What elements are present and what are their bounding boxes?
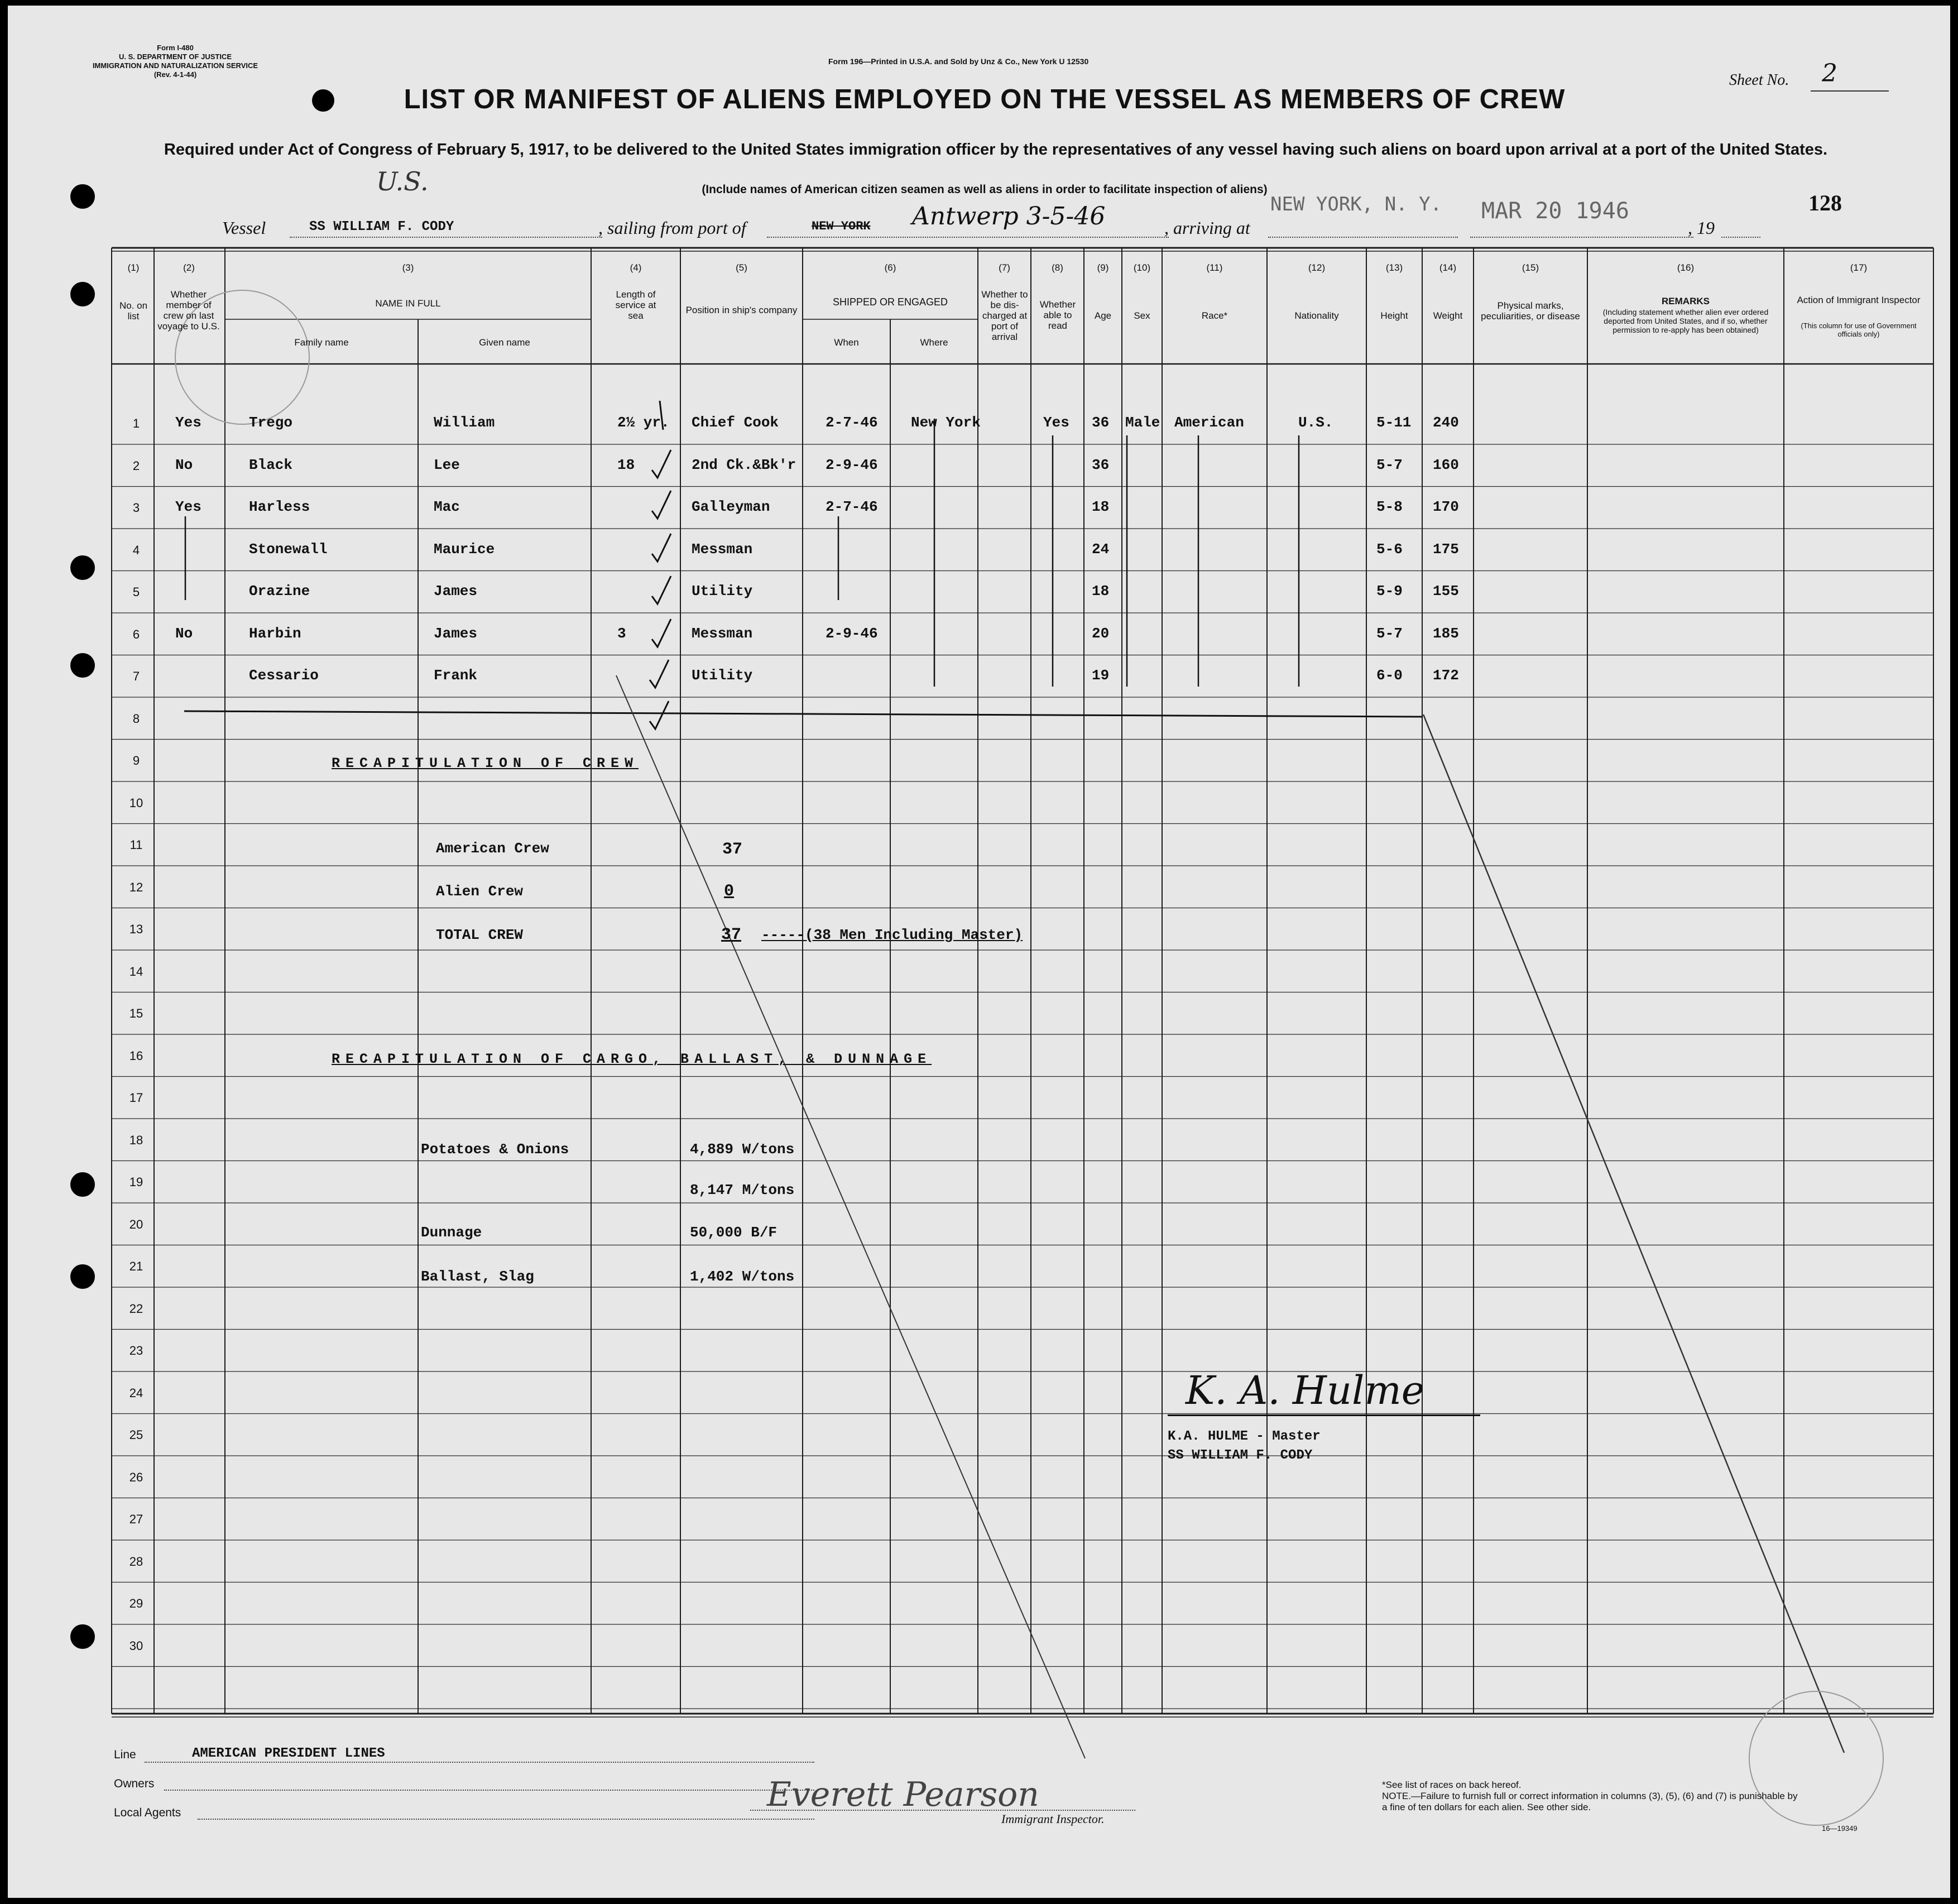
cell-age: 36 bbox=[1092, 456, 1110, 473]
cargo-value: 50,000 B/F bbox=[690, 1224, 778, 1241]
cell-age: 19 bbox=[1092, 667, 1110, 684]
cell-read: Yes bbox=[1043, 414, 1069, 431]
line-underline bbox=[145, 1762, 814, 1763]
row-number: 28 bbox=[129, 1554, 143, 1569]
row-number: 11 bbox=[129, 838, 143, 852]
cell-family: Trego bbox=[249, 414, 293, 431]
row-number: 27 bbox=[129, 1512, 143, 1526]
form-code: 16—19349 bbox=[1822, 1824, 1858, 1833]
cell-last-voyage: No bbox=[175, 456, 193, 473]
owners-label: Owners bbox=[114, 1777, 155, 1790]
col-head-weight: Weight bbox=[1433, 310, 1463, 321]
row-number: 21 bbox=[129, 1259, 143, 1273]
row-number: 5 bbox=[132, 585, 140, 599]
cell-height: 5-11 bbox=[1376, 414, 1412, 431]
col-num-15: (15) bbox=[1522, 262, 1539, 273]
cell-weight: 160 bbox=[1433, 456, 1459, 473]
recap-crew-heading: RECAPITULATION OF CREW bbox=[332, 755, 639, 771]
col-head-physical: Physical marks, peculiarities, or disease bbox=[1481, 300, 1580, 322]
cell-last-voyage: Yes bbox=[175, 414, 201, 431]
cell-service: 3 bbox=[617, 625, 626, 642]
master-signature-line bbox=[1168, 1414, 1480, 1416]
form-revision: (Rev. 4-1-44) bbox=[153, 70, 197, 79]
sailing-label: , sailing from port of bbox=[598, 218, 746, 238]
cell-given: Maurice bbox=[434, 540, 495, 558]
cell-position: 2nd Ck.&Bk'r bbox=[692, 456, 796, 473]
cell-service: 18 bbox=[617, 456, 635, 473]
cell-weight: 175 bbox=[1433, 540, 1459, 558]
alien-crew-label: Alien Crew bbox=[436, 883, 524, 900]
col-num-1: (1) bbox=[127, 262, 140, 273]
cell-last-voyage: No bbox=[175, 625, 193, 642]
cell-given: Frank bbox=[434, 667, 478, 684]
cell-given: William bbox=[434, 414, 495, 431]
cell-position: Galleyman bbox=[692, 498, 770, 515]
date-stamp: MAR 20 1946 bbox=[1481, 198, 1629, 224]
cargo-label: Ballast, Slag bbox=[421, 1268, 534, 1285]
col-head-remarks: REMARKS bbox=[1662, 296, 1710, 306]
row-number: 14 bbox=[129, 964, 143, 979]
cell-given: Mac bbox=[434, 498, 460, 515]
handwritten-us: U.S. bbox=[376, 166, 429, 196]
cargo-value: 4,889 W/tons bbox=[690, 1141, 795, 1158]
cell-nationality: U.S. bbox=[1298, 414, 1333, 431]
arrival-stamp: NEW YORK, N. Y. bbox=[1270, 193, 1442, 215]
row-number: 30 bbox=[129, 1638, 143, 1653]
col-head-sex: Sex bbox=[1134, 310, 1150, 321]
recap-cargo-heading: RECAPITULATION OF CARGO, BALLAST, & DUNNAGE bbox=[332, 1051, 932, 1067]
col-head-given-name: Given name bbox=[479, 337, 530, 348]
line-label: Line bbox=[114, 1748, 136, 1761]
row-number: 6 bbox=[132, 627, 140, 641]
cargo-value: 8,147 M/tons bbox=[690, 1182, 795, 1198]
cell-height: 6-0 bbox=[1376, 667, 1403, 684]
row-number: 23 bbox=[129, 1344, 143, 1358]
year-label: , 19 bbox=[1688, 218, 1715, 238]
total-crew-note: -----(38 Men Including Master) bbox=[761, 927, 1023, 943]
col-head-where: Where bbox=[920, 337, 948, 348]
cell-when: 2-7-46 bbox=[826, 414, 878, 431]
row-number: 1 bbox=[132, 416, 140, 430]
col-num-17: (17) bbox=[1850, 262, 1868, 273]
row-number: 13 bbox=[129, 922, 143, 936]
col-num-6: (6) bbox=[884, 262, 896, 273]
cell-position: Utility bbox=[692, 667, 753, 684]
cell-weight: 240 bbox=[1433, 414, 1459, 431]
cell-position: Utility bbox=[692, 583, 753, 600]
cell-family: Black bbox=[249, 456, 293, 473]
inspector-underline bbox=[750, 1810, 1135, 1811]
row-number: 10 bbox=[129, 795, 143, 810]
american-crew-count: 37 bbox=[722, 840, 743, 859]
cell-given: James bbox=[434, 625, 478, 642]
row-number: 7 bbox=[132, 669, 140, 683]
cell-weight: 155 bbox=[1433, 583, 1459, 600]
cell-height: 5-9 bbox=[1376, 583, 1403, 600]
col-head-action: Action of Immigrant Inspector bbox=[1797, 295, 1921, 305]
form-number: Form I-480 bbox=[157, 44, 194, 52]
agents-underline bbox=[198, 1819, 814, 1820]
sheet-number: 2 bbox=[1822, 59, 1837, 88]
cell-age: 18 bbox=[1092, 583, 1110, 600]
master-name: K.A. HULME - Master bbox=[1168, 1429, 1321, 1444]
cell-service: 2½ yr. bbox=[617, 414, 670, 431]
col-head-remarks-detail: (Including statement whether alien ever ordered deported from United States, and if so, whether permission to re-apply has been obtained) bbox=[1602, 308, 1769, 334]
sailing-port-handwritten: Antwerp 3-5-46 bbox=[912, 202, 1106, 231]
cell-given: James bbox=[434, 583, 478, 600]
row-number: 25 bbox=[129, 1428, 143, 1442]
cell-family: Stonewall bbox=[249, 540, 328, 558]
col-num-7: (7) bbox=[999, 262, 1010, 273]
arriving-label: , arriving at bbox=[1164, 218, 1250, 238]
cargo-value: 1,402 W/tons bbox=[690, 1268, 795, 1285]
row-number: 22 bbox=[129, 1301, 143, 1316]
cell-given: Lee bbox=[434, 456, 460, 473]
col-num-11: (11) bbox=[1206, 262, 1223, 273]
vessel-name: SS WILLIAM F. CODY bbox=[309, 219, 454, 234]
col-head-position: Position in ship's company bbox=[685, 305, 798, 315]
page-number: 128 bbox=[1808, 190, 1842, 215]
col-head-last-voyage: Whether member of crew on last voyage to U.S. bbox=[157, 289, 220, 332]
row-number: 24 bbox=[129, 1385, 143, 1400]
cell-height: 5-8 bbox=[1376, 498, 1403, 515]
vessel-label: Vessel bbox=[222, 218, 266, 238]
page-title: LIST OR MANIFEST OF ALIENS EMPLOYED ON THE VESSEL AS MEMBERS OF CREW bbox=[404, 84, 1566, 114]
cell-age: 24 bbox=[1092, 540, 1110, 558]
agency-name: U. S. DEPARTMENT OF JUSTICE bbox=[119, 52, 232, 61]
cell-when: 2-9-46 bbox=[826, 456, 878, 473]
row-number: 29 bbox=[129, 1596, 143, 1610]
manifest-grid bbox=[8, 6, 1950, 1898]
row-number: 4 bbox=[132, 543, 140, 557]
col-head-race: Race* bbox=[1201, 310, 1228, 321]
printer-line: Form 196—Printed in U.S.A. and Sold by Unz & Co., New York U 12530 bbox=[828, 57, 1089, 66]
cell-when: 2-7-46 bbox=[826, 498, 878, 515]
total-crew-label: TOTAL CREW bbox=[436, 927, 524, 943]
master-signature: K. A. Hulme bbox=[1186, 1368, 1425, 1413]
col-head-name: NAME IN FULL bbox=[375, 298, 441, 309]
inspector-signature: Everett Pearson bbox=[767, 1775, 1039, 1814]
cell-race: American bbox=[1174, 414, 1244, 431]
agents-label: Local Agents bbox=[114, 1806, 181, 1819]
cell-family: Harless bbox=[249, 498, 310, 515]
row-number: 12 bbox=[129, 880, 143, 894]
cell-last-voyage: Yes bbox=[175, 498, 201, 515]
col-num-4: (4) bbox=[630, 262, 642, 273]
col-head-service: Length of service at sea bbox=[615, 289, 656, 321]
row-number: 2 bbox=[132, 458, 140, 473]
col-num-8: (8) bbox=[1052, 262, 1063, 273]
cell-where: New York bbox=[911, 414, 981, 431]
row-number: 17 bbox=[129, 1091, 143, 1105]
agency-service: IMMIGRATION AND NATURALIZATION SERVICE bbox=[92, 61, 258, 70]
row-number: 15 bbox=[129, 1006, 143, 1020]
col-head-family-name: Family name bbox=[294, 337, 349, 348]
cell-position: Chief Cook bbox=[692, 414, 779, 431]
cell-family: Harbin bbox=[249, 625, 301, 642]
col-num-3: (3) bbox=[402, 262, 414, 273]
row-number: 20 bbox=[129, 1217, 143, 1231]
races-note: *See list of races on back hereof. bbox=[1382, 1780, 1522, 1790]
cell-when: 2-9-46 bbox=[826, 625, 878, 642]
col-head-age: Age bbox=[1094, 310, 1112, 321]
row-number: 3 bbox=[132, 501, 140, 515]
col-head-no: No. on list bbox=[119, 300, 148, 322]
col-num-14: (14) bbox=[1439, 262, 1457, 273]
cell-age: 18 bbox=[1092, 498, 1110, 515]
line-value: AMERICAN PRESIDENT LINES bbox=[192, 1746, 385, 1761]
col-head-nationality: Nationality bbox=[1294, 310, 1339, 321]
penalty-note: NOTE.—Failure to furnish full or correct information in columns (3), (5), (6) and (7) is punishable by a fine of ten dollars for each alien. See other side. bbox=[1382, 1791, 1798, 1812]
row-number: 19 bbox=[129, 1175, 143, 1189]
cell-height: 5-6 bbox=[1376, 540, 1403, 558]
col-head-shipped: SHIPPED OR ENGAGED bbox=[832, 296, 948, 308]
cell-family: Cessario bbox=[249, 667, 319, 684]
cell-weight: 170 bbox=[1433, 498, 1459, 515]
col-head-when: When bbox=[834, 337, 859, 348]
col-head-height: Height bbox=[1380, 310, 1408, 321]
col-num-13: (13) bbox=[1385, 262, 1403, 273]
row-number: 8 bbox=[132, 711, 140, 726]
row-number: 16 bbox=[129, 1048, 143, 1063]
act-statement: Required under Act of Congress of February 5, 1917, to be delivered to the United States immigration officer by the representatives of any vessel having such aliens on board upon arrival at a port of the United States. bbox=[164, 141, 1828, 159]
sheet-label: Sheet No. bbox=[1729, 71, 1789, 89]
cell-position: Messman bbox=[692, 540, 753, 558]
total-crew-count: 37 bbox=[721, 925, 742, 944]
row-number: 18 bbox=[129, 1133, 143, 1147]
inspector-label: Immigrant Inspector. bbox=[1001, 1812, 1105, 1826]
col-num-9: (9) bbox=[1097, 262, 1109, 273]
cell-weight: 185 bbox=[1433, 625, 1459, 642]
include-note: (Include names of American citizen seamen as well as aliens in order to facilitate inspection of aliens) bbox=[702, 183, 1268, 196]
owners-underline bbox=[164, 1790, 814, 1791]
col-head-read: Whether able to read bbox=[1039, 299, 1076, 331]
col-num-12: (12) bbox=[1308, 262, 1326, 273]
cell-age: 20 bbox=[1092, 625, 1110, 642]
row-number: 26 bbox=[129, 1470, 143, 1484]
col-head-action-detail: (This column for use of Government officials only) bbox=[1801, 322, 1917, 338]
col-num-10: (10) bbox=[1133, 262, 1151, 273]
col-num-2: (2) bbox=[183, 262, 195, 273]
alien-crew-count: 0 bbox=[724, 882, 735, 901]
cell-height: 5-7 bbox=[1376, 625, 1403, 642]
cell-age: 36 bbox=[1092, 414, 1110, 431]
col-num-5: (5) bbox=[736, 262, 747, 273]
row-number: 9 bbox=[132, 754, 140, 768]
cargo-label: Potatoes & Onions bbox=[421, 1141, 569, 1158]
cargo-label: Dunnage bbox=[421, 1224, 482, 1241]
cell-sex: Male bbox=[1125, 414, 1160, 431]
cell-height: 5-7 bbox=[1376, 456, 1403, 473]
master-ship: SS WILLIAM F. CODY bbox=[1168, 1448, 1313, 1463]
sailing-port: NEW YORK bbox=[812, 219, 871, 233]
col-num-16: (16) bbox=[1677, 262, 1695, 273]
american-crew-label: American Crew bbox=[436, 840, 549, 857]
cell-family: Orazine bbox=[249, 583, 310, 600]
cell-weight: 172 bbox=[1433, 667, 1459, 684]
cell-position: Messman bbox=[692, 625, 753, 642]
manifest-sheet bbox=[8, 6, 1950, 1898]
col-head-discharged: Whether to be dis-charged at port of arrival bbox=[981, 289, 1028, 342]
